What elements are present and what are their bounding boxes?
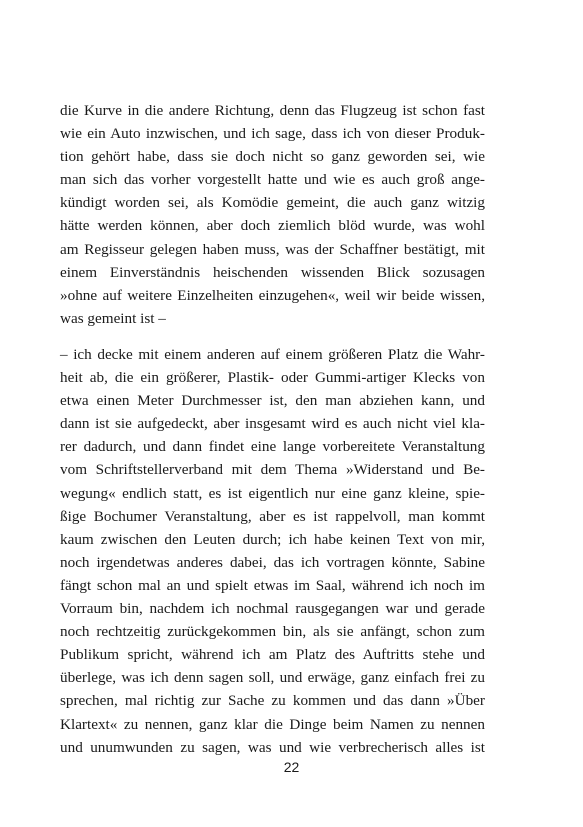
text-line: was gemeint ist – xyxy=(60,309,166,327)
text-line: wegung« endlich statt, es ist eigentlich nur eine ganz kleine, spie- xyxy=(60,484,485,502)
text-line: ßige Bochumer Veranstaltung, aber es ist rappelvoll, man kommt xyxy=(60,507,485,525)
text-line: »ohne auf weitere Einzelheiten einzugehen«, weil wir beide wissen, xyxy=(60,286,485,304)
text-line: kündigt worden sei, als Komödie gemeint, die auch ganz witzig xyxy=(60,194,485,212)
text-line: am Regisseur gelegen haben muss, was der Schaffner bestätigt, mit xyxy=(60,240,485,258)
text-line: hätte werden können, aber doch ziemlich blöd wurde, was wohl xyxy=(60,217,485,235)
text-line: einem Einverständnis heischenden wissenden Blick sozusagen xyxy=(60,263,485,281)
text-line: Publikum spricht, während ich am Platz des Auftritts stehe und xyxy=(60,646,485,664)
text-line: die Kurve in die andere Richtung, denn das Flugzeug ist schon fast xyxy=(60,102,485,119)
paragraph-1 xyxy=(60,99,485,330)
text-line: fängt schon mal an und spielt etwas im Saal, während ich noch im xyxy=(60,576,485,594)
text-line: überlege, was ich denn sagen soll, und erwäge, ganz einfach frei zu xyxy=(60,669,485,687)
text-line: man sich das vorher vorgestellt hatte und wie es auch groß ange- xyxy=(60,171,485,189)
text-line: Vorraum bin, nachdem ich nochmal rausgegangen war und gerade xyxy=(60,600,485,618)
paragraph-2 xyxy=(60,343,485,759)
text-line: – ich decke mit einem anderen auf einem größeren Platz die Wahr- xyxy=(60,346,485,363)
text-line: heit ab, die ein größerer, Plastik- oder Gummi-artiger Klecks von xyxy=(60,369,485,387)
text-line: kaum zwischen den Leuten durch; ich habe keinen Text von mir, xyxy=(60,530,485,548)
text-line: Klartext« zu nennen, ganz klar die Dinge beim Namen zu nennen xyxy=(60,715,485,733)
text-line: und unumwunden zu sagen, was und wie verbrecherisch alles ist xyxy=(60,738,485,756)
text-line: sprechen, mal richtig zur Sache zu kommen und das dann »Über xyxy=(60,692,485,710)
text-line: tion gehört habe, dass sie doch nicht so ganz geworden sei, wie xyxy=(60,148,485,166)
text-line: dann ist sie aufgedeckt, aber insgesamt wird es auch nicht viel kla- xyxy=(60,415,485,433)
text-line: vom Schriftstellerverband mit dem Thema »Widerstand und Be- xyxy=(60,461,485,479)
text-line: noch rechtzeitig zurückgekommen bin, als sie anfängt, schon zum xyxy=(60,623,485,641)
page-number: 22 xyxy=(283,759,300,775)
text-line: noch irgendetwas anderes dabei, das ich vortragen könnte, Sabine xyxy=(60,553,485,571)
text-line: etwa einen Meter Durchmesser ist, den man abziehen kann, und xyxy=(60,392,485,410)
text-line: wie ein Auto inzwischen, und ich sage, dass ich von dieser Produk- xyxy=(60,125,485,143)
text-line: rer dadurch, und dann findet eine lange vorbereitete Veranstaltung xyxy=(60,438,485,456)
